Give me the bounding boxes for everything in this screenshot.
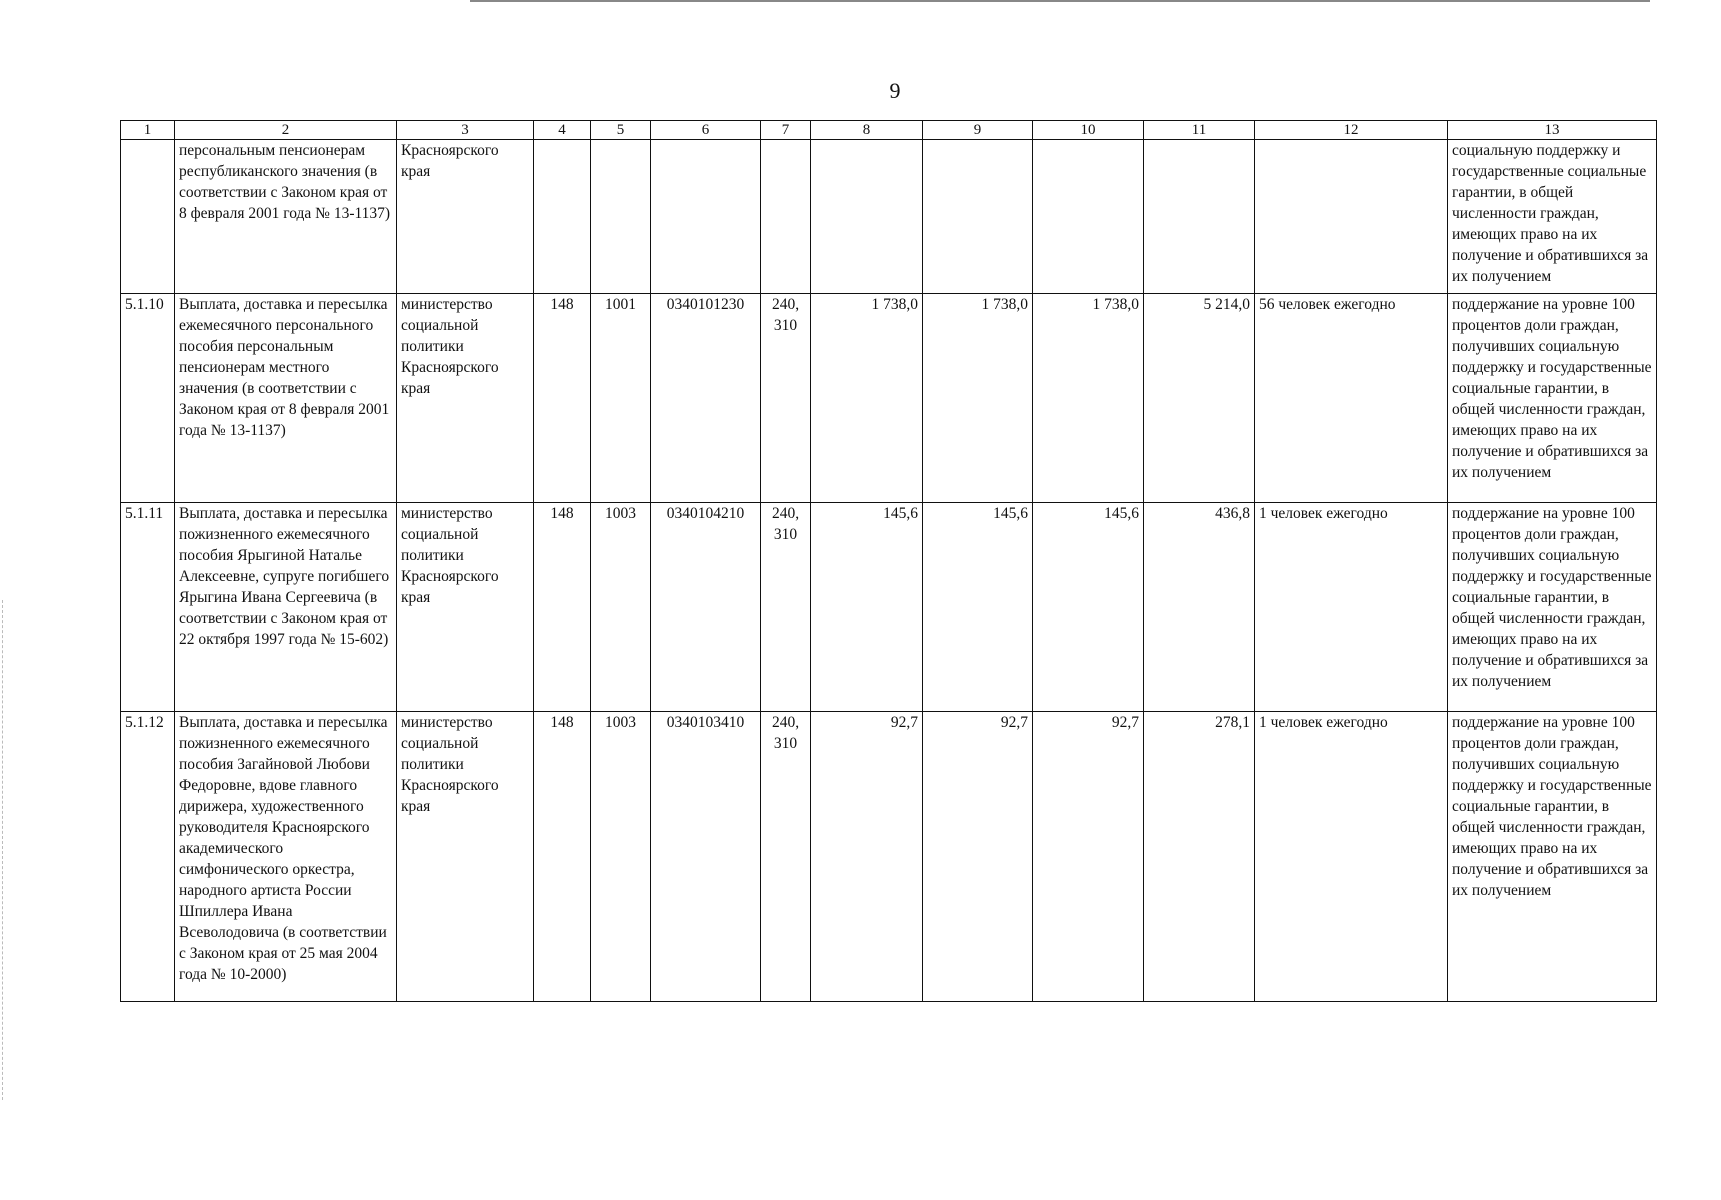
executor-cell: министерство социальной политики Красноярского края (397, 712, 534, 1002)
grbs-code-cell: 148 (534, 503, 591, 712)
funding-year-1-cell: 145,6 (811, 503, 923, 712)
table-row (121, 140, 1657, 294)
expected-result-cell (1255, 140, 1448, 294)
row-number-cell: 5.1.10 (121, 294, 175, 503)
funding-total-cell: 5 214,0 (1144, 294, 1255, 503)
table-row (121, 503, 1657, 712)
measure-name-cell: Выплата, доставка и пересылка пожизненного ежемесячного пособия Загайновой Любови Федоровне, вдове главного дирижера, художественного руководителя Красноярского академического симфонического оркестра, народного артиста России Шпиллера Ивана Всеволодовича (в соответствии с Законом края от 25 мая 2004 года № 10-2000) (175, 712, 397, 1002)
program-measures-table (120, 120, 1657, 1002)
target-indicator-cell: поддержание на уровне 100 процентов доли граждан, получивших социальную поддержку и государственные социальные гарантии, в общей численности граждан, имеющих право на их получение и обратившихся за их получением (1448, 503, 1657, 712)
column-number-6: 6 (651, 121, 761, 140)
page-number: 9 (889, 78, 901, 103)
table-body (121, 140, 1657, 1002)
funding-total-cell (1144, 140, 1255, 294)
csr-code-cell: 0340101230 (651, 294, 761, 503)
executor-cell: министерство социальной политики Красноярского края (397, 503, 534, 712)
column-number-3: 3 (397, 121, 534, 140)
column-number-2: 2 (175, 121, 397, 140)
column-number-5: 5 (591, 121, 651, 140)
table-row (121, 712, 1657, 1002)
row-number-cell: 5.1.11 (121, 503, 175, 712)
csr-code-cell (651, 140, 761, 294)
funding-year-1-cell: 1 738,0 (811, 294, 923, 503)
table-row (121, 294, 1657, 503)
target-indicator-cell: социальную поддержку и государственные социальные гарантии, в общей численности граждан, имеющих право на их получение и обратившихся за их получением (1448, 140, 1657, 294)
target-indicator-cell: поддержание на уровне 100 процентов доли граждан, получивших социальную поддержку и государственные социальные гарантии, в общей численности граждан, имеющих право на их получение и обратившихся за их получением (1448, 294, 1657, 503)
funding-year-1-cell: 92,7 (811, 712, 923, 1002)
csr-code-cell: 0340104210 (651, 503, 761, 712)
funding-year-2-cell (923, 140, 1033, 294)
column-number-9: 9 (923, 121, 1033, 140)
expected-result-cell: 56 человек ежегодно (1255, 294, 1448, 503)
column-number-13: 13 (1448, 121, 1657, 140)
target-indicator-cell: поддержание на уровне 100 процентов доли граждан, получивших социальную поддержку и государственные социальные гарантии, в общей численности граждан, имеющих право на их получение и обратившихся за их получением (1448, 712, 1657, 1002)
vr-code-cell: 240, 310 (761, 294, 811, 503)
funding-year-2-cell: 1 738,0 (923, 294, 1033, 503)
column-number-10: 10 (1033, 121, 1144, 140)
funding-year-1-cell (811, 140, 923, 294)
csr-code-cell: 0340103410 (651, 712, 761, 1002)
funding-year-3-cell: 145,6 (1033, 503, 1144, 712)
row-number-cell (121, 140, 175, 294)
rzpr-code-cell (591, 140, 651, 294)
vr-code-cell (761, 140, 811, 294)
measure-name-cell: персональным пенсионерам республиканского значения (в соответствии с Законом края от 8 февраля 2001 года № 13-1137) (175, 140, 397, 294)
measure-name-cell: Выплата, доставка и пересылка ежемесячного персонального пособия персональным пенсионерам местного значения (в соответствии с Законом края от 8 февраля 2001 года № 13-1137) (175, 294, 397, 503)
column-number-7: 7 (761, 121, 811, 140)
column-number-4: 4 (534, 121, 591, 140)
column-number-12: 12 (1255, 121, 1448, 140)
funding-year-3-cell (1033, 140, 1144, 294)
column-number-1: 1 (121, 121, 175, 140)
row-number-cell: 5.1.12 (121, 712, 175, 1002)
column-number-row (121, 121, 1657, 140)
rzpr-code-cell: 1001 (591, 294, 651, 503)
funding-year-2-cell: 145,6 (923, 503, 1033, 712)
column-number-8: 8 (811, 121, 923, 140)
vr-code-cell: 240, 310 (761, 503, 811, 712)
scan-edge-marks (2, 600, 5, 1100)
funding-total-cell: 278,1 (1144, 712, 1255, 1002)
executor-cell: министерство социальной политики Красноярского края (397, 294, 534, 503)
grbs-code-cell: 148 (534, 712, 591, 1002)
rzpr-code-cell: 1003 (591, 712, 651, 1002)
vr-code-cell: 240, 310 (761, 712, 811, 1002)
grbs-code-cell (534, 140, 591, 294)
expected-result-cell: 1 человек ежегодно (1255, 503, 1448, 712)
measure-name-cell: Выплата, доставка и пересылка пожизненного ежемесячного пособия Ярыгиной Наталье Алексеевне, супруге погибшего Ярыгина Ивана Сергеевича (в соответствии с Законом края от 22 октября 1997 года № 15-602) (175, 503, 397, 712)
scan-edge-line (470, 0, 1650, 2)
rzpr-code-cell: 1003 (591, 503, 651, 712)
funding-year-3-cell: 92,7 (1033, 712, 1144, 1002)
grbs-code-cell: 148 (534, 294, 591, 503)
column-number-11: 11 (1144, 121, 1255, 140)
executor-cell: Красноярского края (397, 140, 534, 294)
funding-year-2-cell: 92,7 (923, 712, 1033, 1002)
funding-total-cell: 436,8 (1144, 503, 1255, 712)
funding-year-3-cell: 1 738,0 (1033, 294, 1144, 503)
expected-result-cell: 1 человек ежегодно (1255, 712, 1448, 1002)
